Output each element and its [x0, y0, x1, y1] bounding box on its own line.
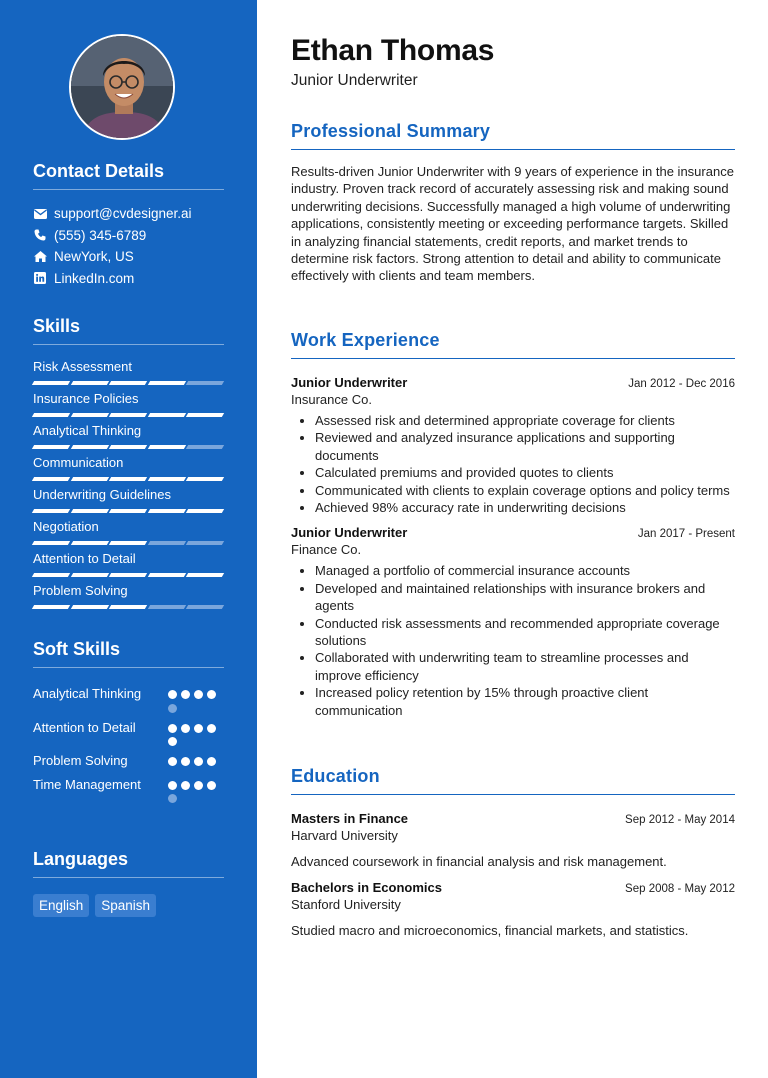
job-bullets [291, 412, 735, 516]
skill-bar-filled [70, 605, 108, 609]
skill-bar-filled [70, 381, 108, 385]
job-bullet: Managed a portfolio of commercial insurance accounts [291, 562, 735, 579]
skill-name: Insurance Policies [33, 391, 139, 406]
skill-bar-filled [147, 509, 185, 513]
contact-location-text: NewYork, US [54, 249, 134, 265]
soft-skill-name: Attention to Detail [33, 719, 136, 735]
job-bullet: Collaborated with underwriting team to streamline processes and improve efficiency [291, 649, 735, 684]
contact-location [33, 246, 224, 268]
education-section [291, 766, 735, 938]
skill-bar-empty [186, 445, 224, 449]
level-dot-filled [207, 724, 216, 733]
summary-heading: Professional Summary [291, 121, 735, 150]
contact-email-text[interactable]: support@cvdesigner.ai [54, 206, 192, 222]
skill-item [33, 382, 224, 414]
skill-bar-filled [109, 541, 147, 545]
skill-item [33, 510, 224, 542]
level-dot-filled [194, 757, 203, 766]
level-dot-filled [168, 781, 177, 790]
language-badge: Spanish [95, 894, 156, 917]
skill-item [33, 478, 224, 510]
contact-phone[interactable] [33, 225, 224, 247]
job-bullet: Reviewed and analyzed insurance applications and supporting documents [291, 429, 735, 464]
contact-linkedin[interactable] [33, 268, 224, 290]
soft-skill-item [33, 776, 224, 804]
job-entry [291, 525, 735, 719]
soft-skills-list [33, 685, 224, 803]
level-dot-filled [168, 737, 177, 746]
job-dates: Jan 2012 - Dec 2016 [628, 378, 735, 390]
skill-bar-filled [32, 605, 70, 609]
skill-bar-filled [32, 477, 70, 481]
skill-bar-filled [70, 509, 108, 513]
level-dot-empty [168, 704, 177, 713]
job-bullet: Increased policy retention by 15% through proactive client communication [291, 684, 735, 719]
languages-section [33, 849, 224, 917]
skill-level-bars [33, 573, 224, 577]
level-dot-filled [168, 757, 177, 766]
skill-bar-filled [147, 445, 185, 449]
soft-skill-level-dots [168, 719, 224, 747]
contact-heading: Contact Details [33, 161, 224, 190]
skill-name: Communication [33, 455, 124, 470]
skill-bar-empty [186, 541, 224, 545]
soft-skill-name: Time Management [33, 776, 141, 792]
skill-item [33, 350, 224, 382]
skill-bar-filled [32, 445, 70, 449]
soft-skills-heading: Soft Skills [33, 639, 224, 668]
level-dot-filled [168, 690, 177, 699]
envelope-icon [33, 207, 47, 221]
skill-bar-filled [147, 573, 185, 577]
skill-bar-filled [70, 477, 108, 481]
level-dot-filled [181, 757, 190, 766]
skill-bar-filled [109, 413, 147, 417]
skill-item [33, 414, 224, 446]
experience-heading: Work Experience [291, 330, 735, 359]
skill-level-bars [33, 381, 224, 385]
contact-linkedin-text[interactable]: LinkedIn.com [54, 270, 135, 286]
level-dot-filled [207, 757, 216, 766]
skill-name: Risk Assessment [33, 359, 132, 374]
education-description: Studied macro and microeconomics, financial markets, and statistics. [291, 923, 689, 938]
candidate-title: Junior Underwriter [291, 72, 418, 89]
education-entry [291, 880, 735, 938]
skill-bar-empty [147, 541, 185, 545]
job-bullet: Conducted risk assessments and recommended appropriate coverage solutions [291, 615, 735, 650]
job-bullet: Communicated with clients to explain coverage options and policy terms [291, 482, 735, 499]
job-bullet: Assessed risk and determined appropriate coverage for clients [291, 412, 735, 429]
soft-skill-item [33, 685, 224, 713]
level-dot-filled [181, 781, 190, 790]
skill-bar-filled [109, 605, 147, 609]
level-dot-filled [181, 724, 190, 733]
skill-level-bars [33, 445, 224, 449]
skill-bar-filled [32, 413, 70, 417]
contact-section [33, 161, 224, 289]
job-bullet: Developed and maintained relationships with insurance brokers and agents [291, 580, 735, 615]
languages-list [33, 894, 224, 917]
phone-icon [33, 228, 47, 242]
education-entry [291, 811, 735, 869]
skill-bar-filled [32, 573, 70, 577]
skill-name: Analytical Thinking [33, 423, 142, 438]
level-dot-filled [194, 690, 203, 699]
skill-level-bars [33, 605, 224, 609]
level-dot-empty [168, 794, 177, 803]
school-name: Harvard University [291, 828, 398, 843]
skill-bar-filled [186, 509, 224, 513]
soft-skills-section [33, 639, 224, 803]
skill-item [33, 446, 224, 478]
soft-skill-level-dots [168, 776, 224, 804]
job-title: Junior Underwriter [291, 375, 408, 390]
soft-skill-level-dots [168, 752, 224, 770]
skill-bar-filled [109, 477, 147, 481]
skill-bar-filled [70, 413, 108, 417]
soft-skill-name: Problem Solving [33, 753, 128, 768]
candidate-name: Ethan Thomas [291, 34, 495, 67]
skill-name: Problem Solving [33, 583, 128, 598]
soft-skill-item [33, 752, 224, 770]
skill-bar-filled [70, 445, 108, 449]
skill-item [33, 542, 224, 574]
level-dot-filled [207, 781, 216, 790]
education-heading: Education [291, 766, 735, 795]
job-bullets [291, 562, 735, 719]
skill-bar-filled [109, 573, 147, 577]
skill-bar-filled [186, 413, 224, 417]
skill-bar-empty [186, 381, 224, 385]
skill-bar-filled [147, 413, 185, 417]
soft-skill-item [33, 719, 224, 747]
level-dot-filled [168, 724, 177, 733]
school-name: Stanford University [291, 897, 401, 912]
skill-bar-filled [70, 573, 108, 577]
summary-section [291, 121, 735, 285]
skill-bar-filled [147, 381, 185, 385]
avatar [69, 34, 175, 140]
level-dot-filled [181, 690, 190, 699]
skill-item [33, 574, 224, 606]
skill-bar-filled [147, 477, 185, 481]
job-dates: Jan 2017 - Present [637, 528, 735, 541]
degree-title: Bachelors in Economics [291, 880, 442, 895]
skill-bar-filled [109, 381, 147, 385]
skill-bar-filled [186, 573, 224, 577]
summary-text: Results-driven Junior Underwriter with 9 years of experience in the insurance industry. Proven track record of accurately assessing risk and making sound underwriting decisions. Successfully managed a high volume of underwriting applications, consistently meeting or exceeding performance targets. Skilled in analyzing financial statements, credit reports, and market trends to determine risk factors. Strong attention to detail and ability to communicate effectively with clients and team members. [291, 164, 734, 284]
level-dot-filled [194, 724, 203, 733]
education-description: Advanced coursework in financial analysis and risk management. [291, 854, 667, 869]
degree-title: Masters in Finance [291, 811, 409, 826]
skills-heading: Skills [33, 316, 224, 345]
language-badge: English [33, 894, 89, 917]
job-company: Finance Co. [291, 542, 362, 558]
job-title: Junior Underwriter [291, 525, 408, 541]
skill-bar-empty [147, 605, 185, 609]
experience-section [291, 330, 735, 719]
linkedin-icon [33, 271, 47, 285]
skill-bar-filled [32, 509, 70, 513]
skill-bar-empty [186, 605, 224, 609]
job-bullet: Calculated premiums and provided quotes to clients [291, 464, 735, 481]
skill-level-bars [33, 477, 224, 481]
contact-email[interactable] [33, 203, 224, 225]
skill-bar-filled [109, 445, 147, 449]
skill-bar-filled [32, 381, 70, 385]
skills-list [33, 350, 224, 606]
sidebar [0, 0, 257, 1078]
job-entry [291, 375, 735, 516]
skill-level-bars [33, 541, 224, 545]
home-icon [33, 250, 47, 264]
skills-section [33, 316, 224, 606]
job-company: Insurance Co. [291, 392, 372, 407]
skill-name: Attention to Detail [33, 551, 136, 566]
level-dot-filled [194, 781, 203, 790]
skill-name: Negotiation [33, 519, 99, 534]
skill-bar-filled [109, 509, 147, 513]
skill-bar-filled [32, 541, 70, 545]
job-bullet: Achieved 98% accuracy rate in underwriting decisions [291, 499, 735, 516]
languages-heading: Languages [33, 849, 224, 878]
soft-skill-level-dots [168, 685, 224, 713]
soft-skill-name: Analytical Thinking [33, 686, 142, 701]
skill-bar-filled [186, 477, 224, 481]
level-dot-filled [207, 690, 216, 699]
skill-name: Underwriting Guidelines [33, 487, 172, 502]
degree-dates: Sep 2008 - May 2012 [625, 883, 735, 895]
skill-level-bars [33, 413, 224, 417]
degree-dates: Sep 2012 - May 2014 [625, 814, 735, 826]
contact-phone-text[interactable]: (555) 345-6789 [54, 227, 147, 243]
profile-photo [71, 36, 175, 140]
skill-level-bars [33, 509, 224, 513]
skill-bar-filled [70, 541, 108, 545]
contact-list [33, 203, 224, 289]
